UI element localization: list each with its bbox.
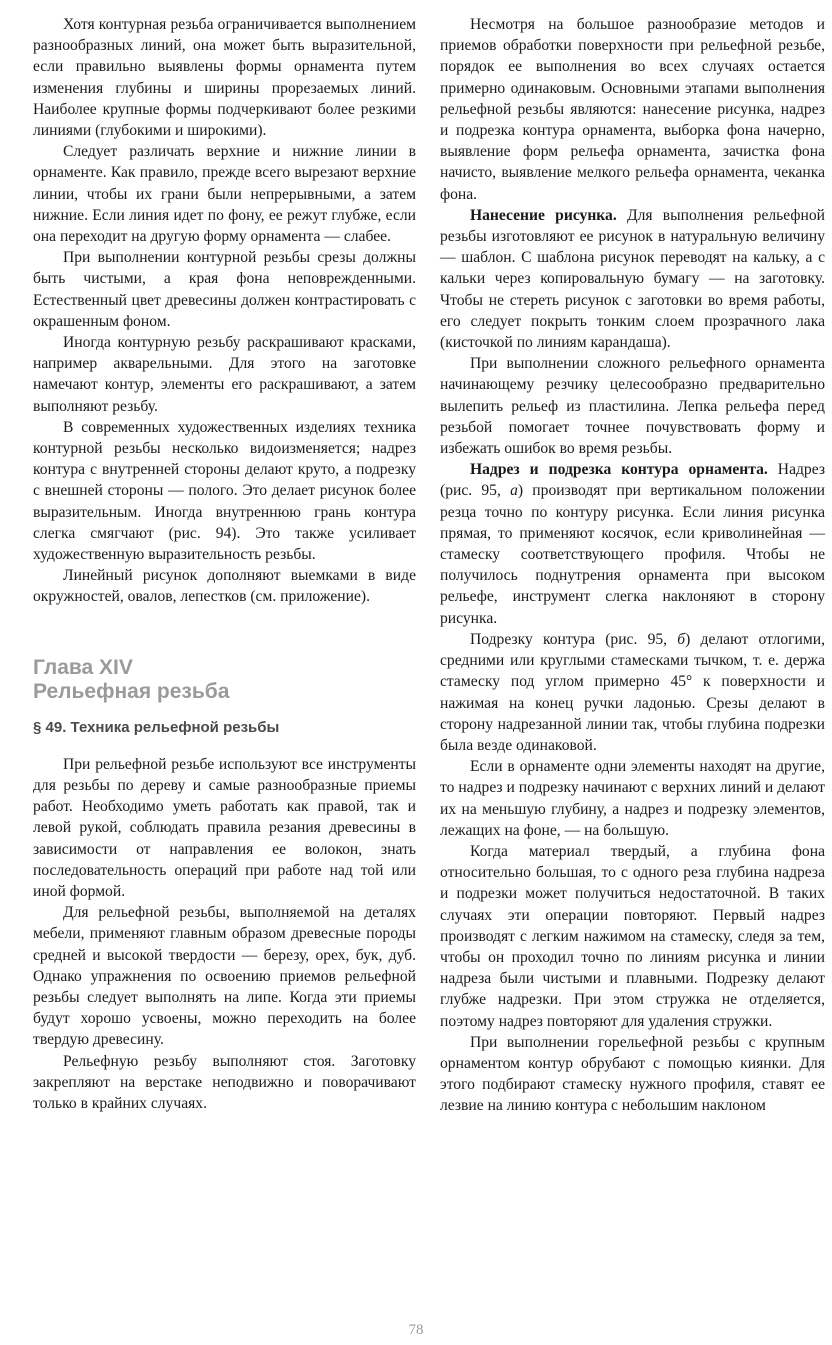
paragraph: При выполнении сложного рельефного орнамента начинающему резчику целесообразно предварительно вылепить рельеф из пластилина. Лепка рельефа перед резьбой помогает точнее почувствовать форму и избежать ошибок во время резьбы.: [440, 355, 825, 458]
paragraph: Рельефную резьбу выполняют стоя. Заготовку закрепляют на верстаке неподвижно и поворачивают только в крайних случаях.: [33, 1052, 416, 1112]
paragraph: Если в орнаменте одни элементы находят на другие, то надрез и подрезку начинают с верхних линий и делают их на меньшую глубину, а надрез и подрезку элементов, лежащих на фоне, — на большую.: [440, 758, 825, 839]
left-column: [33, 14, 416, 1114]
paragraph-text: Подрезку контура (рис. 95,: [470, 630, 678, 648]
paragraph: При рельефной резьбе используют все инструменты для резьбы по дереву и самые разнообразные приемы работ. Необходимо уметь работать как правой, так и левой рукой, соблюдать правила резания древесины в зависимости от направления ее волокон, знать последовательность операций при работе над той или иной формой.: [33, 755, 416, 900]
paragraph: Для рельефной резьбы, выполняемой на деталях мебели, применяют главным образом древесные породы средней и высокой твердости — березу, орех, бук, дуб. Однако упражнения по освоению приемов рельефной резьбы следует выполнять на липе. Когда эти приемы будут хорошо усвоены, можно переходить на более твердую древесину.: [33, 904, 416, 1049]
paragraph: При выполнении контурной резьбы срезы должны быть чистыми, а края фона неповрежденными. Естественный цвет древесины должен контрастировать с окрашенным фоном.: [33, 249, 416, 330]
paragraph: Когда материал твердый, а глубина фона относительно большая, то с одного реза глубина надреза и подрезки может получиться недостаточной. В таких случаях эти операции повторяют. Первый надрез производят с легким нажимом на стамеску, следя за тем, чтобы он проходил точно по линиям рисунка и линии надреза были чистыми и плавными. Подрезку делают глубже надрезки. При этом стружка не отделяется, поэтому надрез повторяют для удаления стружки.: [440, 842, 825, 1030]
chapter-heading: [33, 656, 416, 704]
paragraph: При выполнении горельефной резьбы с крупным орнаментом контур обрубают с помощью киянки. Для этого подбирают стамеску нужного профиля, ставят ее лезвие на линию контура с небольшим наклоном: [440, 1033, 825, 1115]
paragraph: [440, 459, 825, 629]
chapter-number: Глава XIV: [33, 655, 133, 679]
paragraph-text: Надрез (рис. 95,: [440, 461, 825, 500]
paragraph-text: Для выполнения рельефной резьбы изготовляют ее рисунок в натуральную величину — шаблон. С шаблона рисунок переводят на кальку, а с кальки через копировальную бумагу — на заготовку. Чтобы не стереть рисунок с заготовки во время работы, его следует покрыть тонким слоем прозрачного лака (кисточкой по линиям карандаша).: [440, 206, 825, 352]
paragraph: [440, 629, 825, 756]
run-in-heading: Надрез и подрезка контура орнамента.: [470, 461, 768, 479]
paragraph: [440, 205, 825, 353]
page-number: 78: [408, 1322, 424, 1338]
paragraph: Линейный рисунок дополняют выемками в виде окружностей, овалов, лепестков (см. приложение).: [33, 567, 416, 606]
paragraph: Хотя контурная резьба ограничивается выполнением разнообразных линий, она может быть выразительной, если правильно выявлены формы орнамента путем изменения глубины и ширины прорезаемых линий. Наиболее крупные формы подчеркивают более резкими линиями (глубокими и широкими).: [33, 16, 416, 140]
figure-letter: а: [510, 482, 518, 500]
run-in-heading: Нанесение рисунка.: [470, 206, 617, 224]
paragraph-text: ) делают отлогими, средними или круглыми стамесками тычком, т. е. держа стамеску под углом примерно 45° к поверхности и нажимая на конец ручки ладонью. Срезы делают в сторону надрезанной линии так, чтобы глубина подрезки была везде одинаковой.: [440, 630, 825, 754]
right-column: [440, 14, 825, 1117]
paragraph: В современных художественных изделиях техника контурной резьбы несколько видоизменяется; надрез контура с внутренней стороны делают круто, а подрезку с внешней стороны — полого. Это делает рисунок более выразительным. Иногда внутреннюю грань контура слегка смягчают (рис. 94). Это также усиливает художественную выразительность резьбы.: [33, 418, 416, 564]
figure-letter: б: [677, 630, 686, 648]
paragraph: Несмотря на большое разнообразие методов и приемов обработки поверхности при рельефной резьбе, порядок ее выполнения во всех случаях остается примерно одинаковым. Основными этапами выполнения рельефной резьбы являются: нанесение рисунка, надрез и подрезка контура орнамента, выборка фона начерно, выявление форм рельефа орнамента, зачистка фона начисто, выявление мелкого рельефа орнамента, чеканка фона.: [440, 16, 825, 203]
section-heading: § 49. Техника рельефной резьбы: [33, 718, 280, 736]
paragraph: Иногда контурную резьбу раскрашивают красками, например акварельными. Для этого на заготовке намечают контур, элементы его раскрашивают, а затем выполняют резьбу.: [33, 334, 416, 415]
paragraph: Следует различать верхние и нижние линии в орнаменте. Как правило, прежде всего вырезают верхние линии, чтобы их грани были непрерывными, а затем нижние. Если линия идет по фону, ее режут глубже, если она переходит на другую форму орнамента — слабее.: [33, 143, 416, 246]
chapter-title: Рельефная резьба: [33, 679, 230, 703]
paragraph-text: ) производят при вертикальном положении резца точно по контуру рисунка. Если линия рисунка прямая, то применяют косячок, если криволинейная — стамеску соответствующего профиля. Чтобы не получилось поднутрения орнамента при высоком рельефе, инструмент слегка наклоняют в сторону рисунка.: [440, 482, 826, 627]
